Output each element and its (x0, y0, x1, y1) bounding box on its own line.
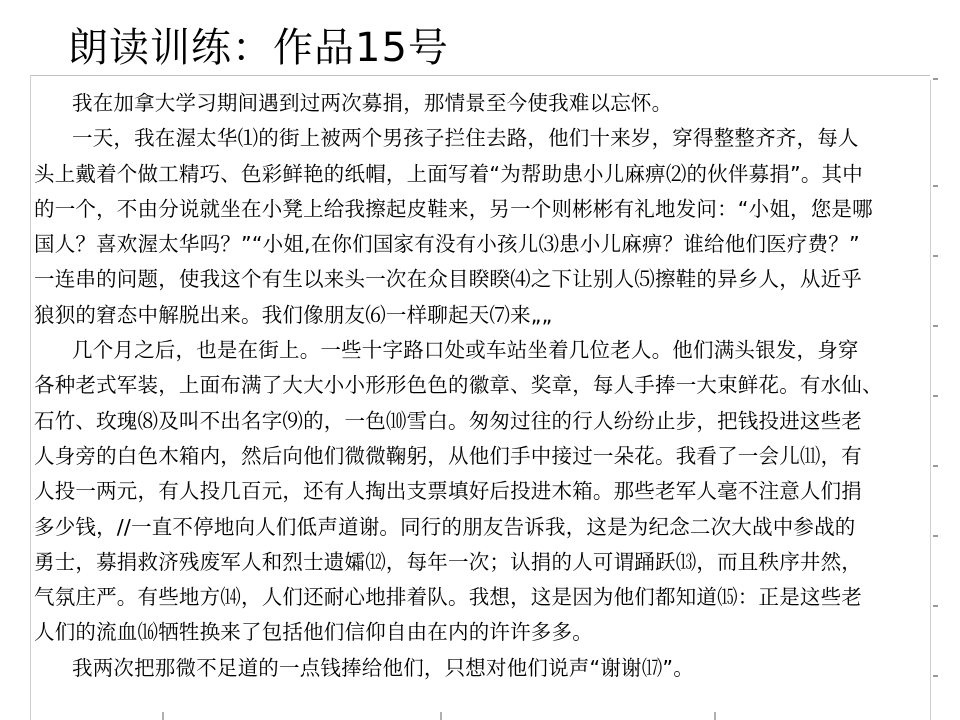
passage-line: 人身旁的白色木箱内，然后向他们微微鞠躬，从他们手中接过一朵花。我看了一会儿⑾，有 (34, 443, 862, 468)
passage-line: 一天，我在渥太华⑴的街上被两个男孩子拦住去路，他们十来岁，穿得整整齐齐，每人 (72, 126, 859, 151)
margin-tick (933, 535, 938, 537)
passage-line: 多少钱，//一直不停地向人们低声道谢。同行的朋友告诉我，这是为纪念二次大战中参战的 (34, 514, 856, 539)
passage-line: 各种老式军装，上面布满了大大小小形形色色的徽章、奖章，每人手捧一大束鲜花。有水仙、 (34, 373, 883, 398)
margin-tick (933, 675, 938, 677)
margin-tick (933, 395, 938, 397)
passage-line: 几个月之后，也是在街上。一些十字路口处或车站坐着几位老人。他们满头银发，身穿 (72, 338, 859, 363)
passage-text (34, 86, 894, 686)
frame-right-border (930, 80, 931, 720)
passage-line: 狼狈的窘态中解脱出来。我们像朋友⑹一样聊起天⑺来„„ (34, 302, 553, 327)
passage-line: 的一个，不由分说就坐在小凳上给我擦起皮鞋来，另一个则彬彬有礼地发问：“小姐，您是哪 (34, 196, 873, 221)
bottom-tick (440, 712, 442, 720)
passage-line: 石竹、玫瑰⑻及叫不出名字⑼的，一色⑽雪白。匆匆过往的行人纷纷止步，把钱投进这些老 (34, 408, 862, 433)
margin-tick (933, 465, 938, 467)
margin-tick (933, 185, 938, 187)
slide-title: 朗读训练：作品15号 (68, 25, 449, 71)
passage-line: 我两次把那微不足道的一点钱捧给他们，只想对他们说声“谢谢⒄”。 (72, 655, 694, 680)
passage-line: 头上戴着个做工精巧、色彩鲜艳的纸帽，上面写着“为帮助患小儿麻痹⑵的伙伴募捐”。其中 (34, 161, 863, 186)
margin-tick (933, 605, 938, 607)
bottom-tick (714, 712, 716, 720)
margin-tick (933, 78, 938, 80)
margin-tick (933, 255, 938, 257)
passage-line: 国人？喜欢渥太华吗？”“小姐,在你们国家有没有小孩儿⑶患小儿麻痹？谁给他们医疗费？” (34, 232, 860, 257)
passage-line: 勇士，募捐救济残废军人和烈士遗孀⑿，每年一次；认捐的人可谓踊跃⒀，而且秩序井然， (34, 549, 862, 574)
passage-line: 气氛庄严。有些地方⒁，人们还耐心地排着队。我想，这是因为他们都知道⒂：正是这些老 (34, 585, 862, 610)
passage-line: 一连串的问题，使我这个有生以来头一次在众目睽睽⑷之下让别人⑸擦鞋的异乡人，从近乎 (34, 267, 862, 292)
passage-line: 人们的流血⒃牺牲换来了包括他们信仰自由在内的许许多多。 (34, 620, 593, 645)
bottom-tick (162, 712, 164, 720)
passage-line: 人投一两元，有人投几百元，还有人掏出支票填好后投进木箱。那些老军人毫不注意人们捐 (34, 479, 862, 504)
margin-tick (933, 325, 938, 327)
frame-top-border (30, 75, 930, 76)
frame-left-border (30, 75, 31, 720)
passage-line: 我在加拿大学习期间遇到过两次募捐，那情景至今使我难以忘怀。 (72, 91, 673, 115)
